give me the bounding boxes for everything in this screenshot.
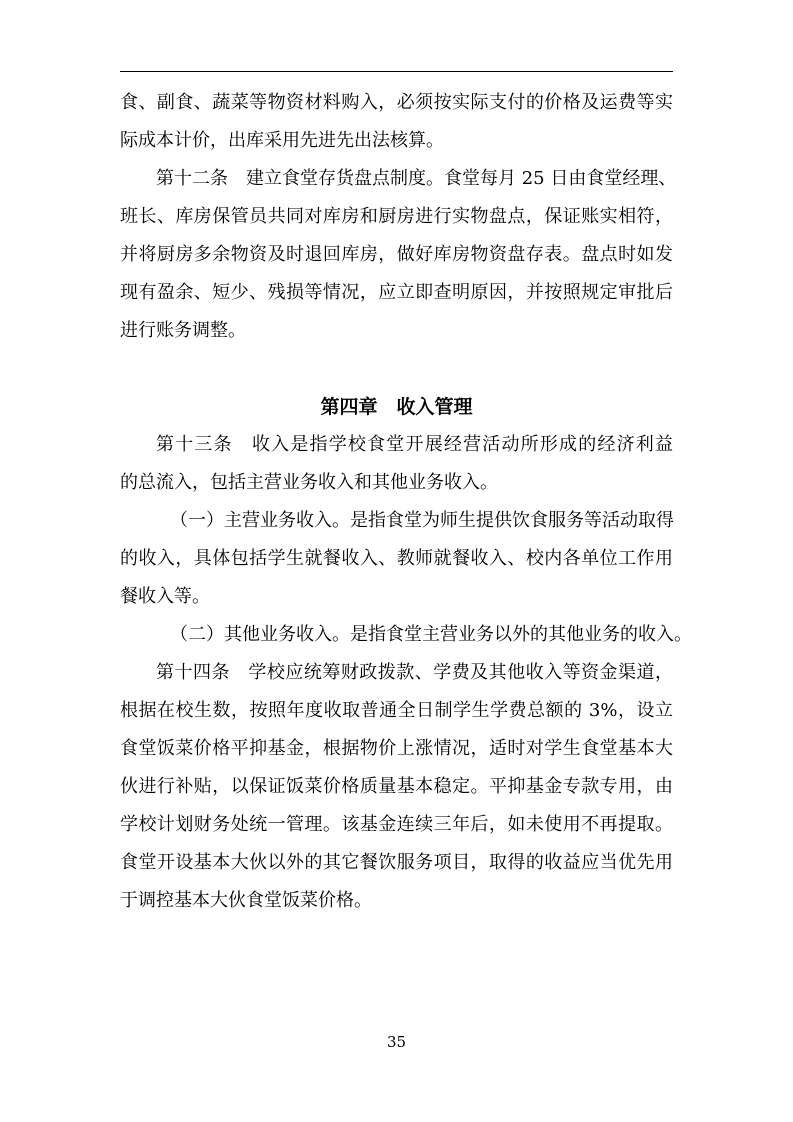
text-line: 的收入，具体包括学生就餐收入、教师就餐收入、校内各单位工作用 (120, 548, 673, 569)
paragraph-article-13 (120, 426, 673, 502)
header-rule (120, 71, 673, 72)
text-line: 的总流入，包括主营业务收入和其他业务收入。 (120, 472, 498, 493)
text-line: 班长、库房保管员共同对库房和厨房进行实物盘点，保证账实相符， (120, 206, 673, 227)
text-line: 第十四条 学校应统筹财政拨款、学费及其他收入等资金渠道， (156, 662, 673, 683)
paragraph-article-14 (120, 654, 673, 920)
text-line: 食堂饭菜价格平抑基金，根据物价上涨情况，适时对学生食堂基本大 (120, 738, 673, 759)
paragraph-item-1 (120, 502, 673, 616)
spacer (120, 350, 673, 388)
text-line: （二）其他业务收入。是指食堂主营业务以外的其他业务的收入。 (170, 624, 692, 645)
page-body (120, 84, 692, 920)
text-line: 并将厨房多余物资及时退回库房，做好库房物资盘存表。盘点时如发 (120, 244, 673, 265)
text-line: 学校计划财务处统一管理。该基金连续三年后，如未使用不再提取。 (120, 814, 673, 835)
text-line: 食堂开设基本大伙以外的其它餐饮服务项目，取得的收益应当优先用 (120, 852, 673, 873)
text-line: 伙进行补贴，以保证饭菜价格质量基本稳定。平抑基金专款专用，由 (120, 776, 673, 797)
text-line: 进行账务调整。 (120, 320, 246, 341)
text-line: 际成本计价，出库采用先进先出法核算。 (120, 130, 444, 151)
text-line: 于调控基本大伙食堂饭菜价格。 (120, 890, 372, 911)
page-number: 35 (386, 1033, 407, 1051)
text-line: 食、副食、蔬菜等物资材料购入，必须按实际支付的价格及运费等实 (120, 92, 673, 113)
paragraph-article-12 (120, 160, 677, 350)
chapter-title: 第四章 收入管理 (320, 396, 473, 418)
text-line: 餐收入等。 (120, 586, 210, 607)
text-line: 第十二条 建立食堂存货盘点制度。食堂每月 25 日由食堂经理、 (156, 168, 677, 189)
text-line: 根据在校生数，按照年度收取普通全日制学生学费总额的 3%，设立 (120, 700, 673, 721)
text-line: （一）主营业务收入。是指食堂为师生提供饮食服务等活动取得 (170, 510, 674, 531)
paragraph-item-2 (120, 616, 692, 654)
text-line: 第十三条 收入是指学校食堂开展经营活动所形成的经济利益 (156, 434, 673, 455)
text-line: 现有盈余、短少、残损等情况，应立即查明原因，并按照规定审批后 (120, 282, 673, 303)
paragraph-continuation (120, 84, 673, 160)
